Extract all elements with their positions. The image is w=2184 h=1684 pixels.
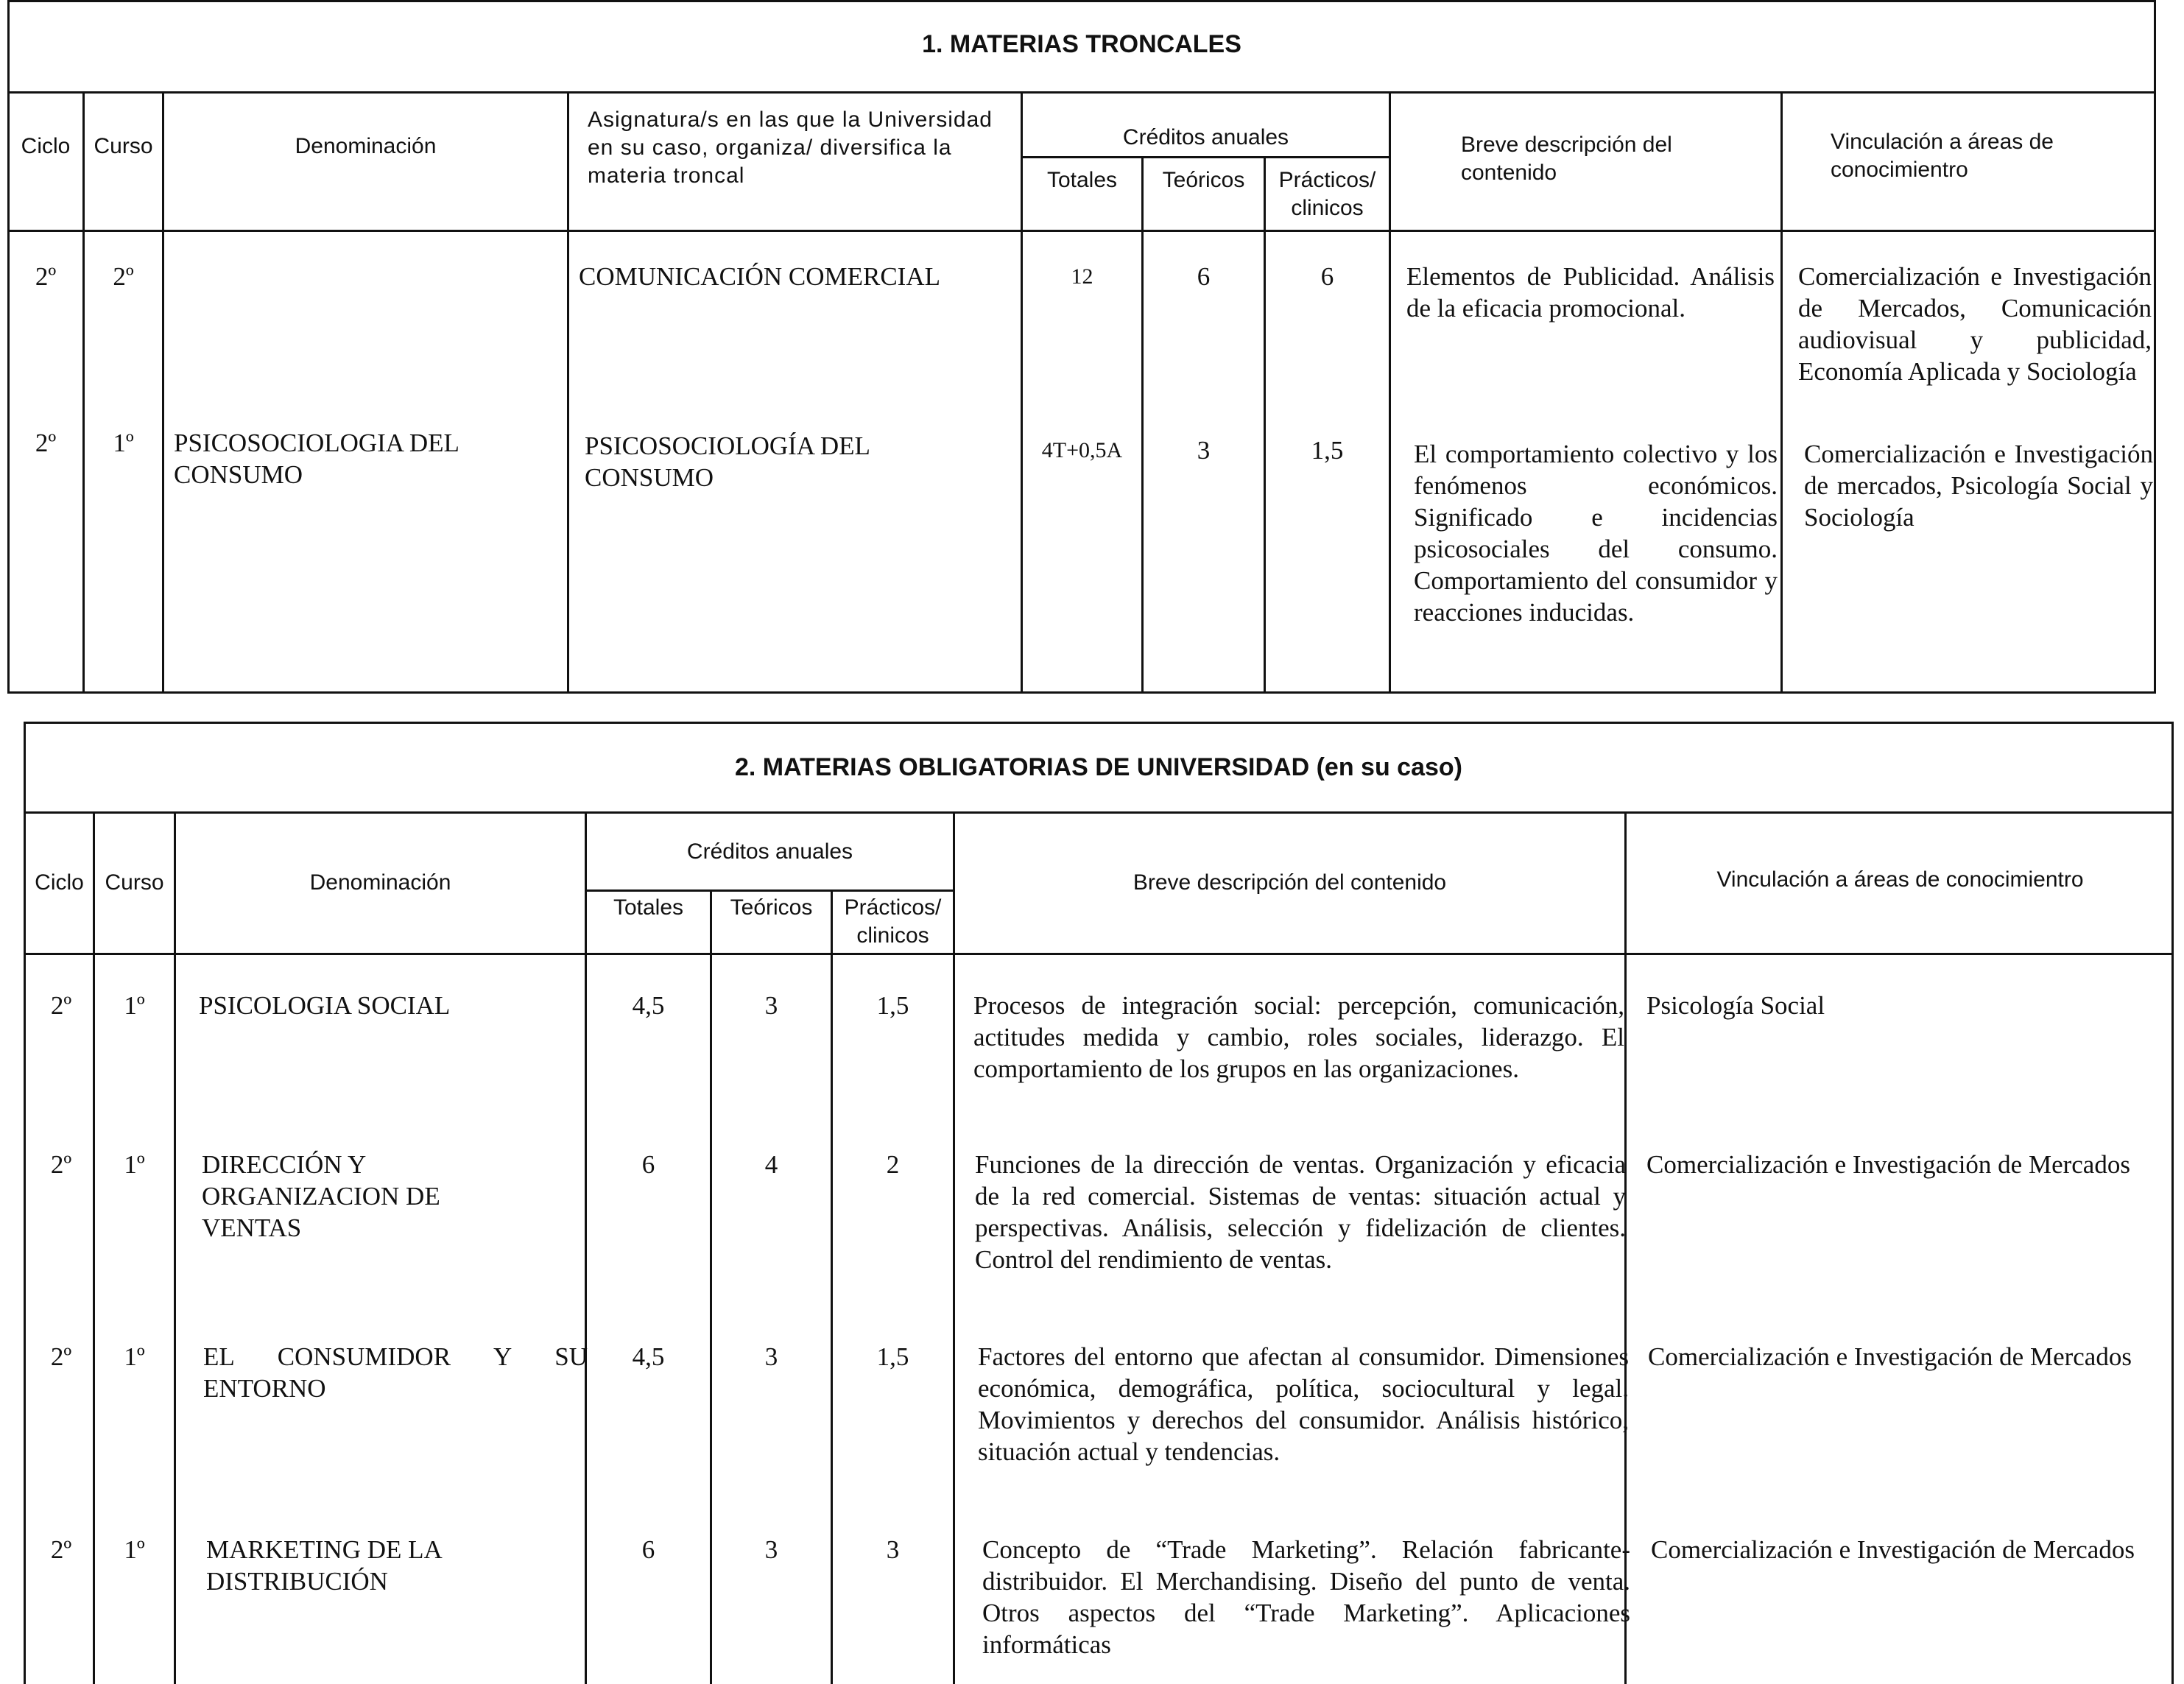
table-cell-totales: 6 xyxy=(641,1150,655,1179)
header-teoricos: Teóricos xyxy=(1162,168,1245,192)
table-cell-curso: 1º xyxy=(124,1150,145,1179)
section1-col-divider xyxy=(82,91,85,694)
section1-header-bottom-rule xyxy=(7,230,2156,232)
table-cell-practicos: 1,5 xyxy=(1311,436,1344,465)
table-cell-ciclo: 2º xyxy=(50,1150,72,1179)
header-practicos: Prácticos/ clinicos xyxy=(1278,168,1376,220)
table-cell-denominacion: PSICOSOCIOLOGIA DEL CONSUMO xyxy=(174,429,459,489)
table-cell-vinculacion: Comercialización e Investigación de Mercados xyxy=(1651,1535,2135,1564)
section2-header-top-rule xyxy=(24,811,2174,814)
header-totales: Totales xyxy=(1046,168,1118,192)
table-cell-ciclo: 2º xyxy=(50,1342,72,1371)
table-cell-practicos: 3 xyxy=(886,1535,900,1564)
header-vinculacion: Vinculación a áreas de conocimientro xyxy=(1831,130,2054,182)
section2-title: 2. MATERIAS OBLIGATORIAS DE UNIVERSIDAD (en su caso) xyxy=(734,753,1462,781)
section2-col-divider xyxy=(953,811,955,1684)
header-asignatura: Asignatura/s en las que la Universidad en su caso, organiza/ diversifica la materia troncal xyxy=(588,108,993,188)
table-cell-practicos: 2 xyxy=(886,1150,900,1179)
section2-col-divider xyxy=(174,811,176,1684)
table-cell-teoricos: 3 xyxy=(764,1535,778,1564)
table-cell-teoricos: 3 xyxy=(1197,436,1211,465)
table-cell-practicos: 6 xyxy=(1320,262,1334,291)
table-cell-descripcion: Concepto de “Trade Marketing”. Relación fabricante-distribuidor. El Merchandising. Diseño del punto de venta. Otros aspectos del “Trade Marketing”. Aplicaciones informáticas xyxy=(982,1535,1630,1659)
table-cell-teoricos: 6 xyxy=(1197,262,1211,291)
header-teoricos: Teóricos xyxy=(730,895,813,920)
section1-col-divider xyxy=(1264,156,1266,694)
table-cell-descripcion: Procesos de integración social: percepción, comunicación, actitudes medida y cambio, roles sociales, liderazgo. El comportamiento de los grupos en las organizaciones. xyxy=(973,991,1624,1083)
table-cell-curso: 2º xyxy=(113,262,134,291)
section2-header-bottom-rule xyxy=(24,953,2174,955)
section1-col-divider xyxy=(567,91,569,694)
table-cell-curso: 1º xyxy=(124,1342,145,1371)
table-cell-denominacion: EL CONSUMIDOR Y SU ENTORNO xyxy=(203,1342,588,1403)
table-cell-teoricos: 3 xyxy=(764,991,778,1020)
header-creditos-anuales: Créditos anuales xyxy=(686,839,853,864)
table-cell-practicos: 1,5 xyxy=(876,1342,909,1371)
table-cell-asignatura: PSICOSOCIOLOGÍA DEL CONSUMO xyxy=(585,431,870,492)
table-cell-ciclo: 2º xyxy=(35,429,57,457)
table-cell-ciclo: 2º xyxy=(50,1535,72,1564)
header-creditos-anuales: Créditos anuales xyxy=(1122,125,1289,149)
table-cell-totales: 12 xyxy=(1071,264,1093,289)
header-descripcion: Breve descripción del contenido xyxy=(1132,870,1447,895)
header-vinculacion: Vinculación a áreas de conocimientro xyxy=(1716,867,2084,892)
table-cell-curso: 1º xyxy=(113,429,134,457)
table-cell-vinculacion: Comercialización e Investigación de mercados, Psicología Social y Sociología xyxy=(1804,440,2153,532)
table-cell-denominacion: MARKETING DE LA DISTRIBUCIÓN xyxy=(206,1535,441,1596)
table-cell-denominacion: DIRECCIÓN Y ORGANIZACION DE VENTAS xyxy=(202,1150,440,1242)
table-cell-teoricos: 4 xyxy=(764,1150,778,1179)
header-descripcion: Breve descripción del contenido xyxy=(1461,133,1672,185)
table-cell-asignatura: COMUNICACIÓN COMERCIAL xyxy=(579,262,940,291)
table-cell-vinculacion: Comercialización e Investigación de Mercados, Comunicación audiovisual y publicidad, Economía Aplicada y Sociología xyxy=(1798,262,2152,386)
table-cell-totales: 6 xyxy=(641,1535,655,1564)
table-cell-teoricos: 3 xyxy=(764,1342,778,1371)
table-cell-vinculacion: Psicología Social xyxy=(1646,991,1825,1020)
header-ciclo: Ciclo xyxy=(35,870,84,895)
table-cell-vinculacion: Comercialización e Investigación de Mercados xyxy=(1648,1342,2132,1371)
table-cell-descripcion: Funciones de la dirección de ventas. Organización y eficacia de la red comercial. Sistemas de ventas: situación actual y perspectivas. Análisis, selección y fidelización de clientes. Control del rendimiento de ventas. xyxy=(975,1150,1626,1274)
table-cell-vinculacion: Comercialización e Investigación de Mercados xyxy=(1646,1150,2130,1179)
section1-header-top-rule xyxy=(7,91,2156,94)
header-curso: Curso xyxy=(94,134,153,158)
header-practicos: Prácticos/ clinicos xyxy=(844,895,942,948)
header-denominacion: Denominación xyxy=(309,870,451,895)
section1-col-divider xyxy=(1389,91,1391,694)
section1-col-divider xyxy=(1780,91,1783,694)
table-cell-curso: 1º xyxy=(124,991,145,1020)
table-cell-ciclo: 2º xyxy=(35,262,57,291)
table-cell-descripcion: El comportamiento colectivo y los fenómenos económicos. Significado e incidencias psicosociales del consumo. Comportamiento del consumidor y reacciones inducidas. xyxy=(1414,440,1778,627)
table-cell-denominacion: PSICOLOGIA SOCIAL xyxy=(199,991,451,1020)
table-cell-totales: 4,5 xyxy=(632,991,665,1020)
section1-col-divider xyxy=(1141,156,1144,694)
table-cell-totales: 4T+0,5A xyxy=(1041,438,1123,462)
section1-title: 1. MATERIAS TRONCALES xyxy=(922,30,1241,58)
table-cell-practicos: 1,5 xyxy=(876,991,909,1020)
section2-credits-rule xyxy=(585,889,953,892)
table-cell-descripcion: Elementos de Publicidad. Análisis de la eficacia promocional. xyxy=(1406,262,1775,323)
header-denominacion: Denominación xyxy=(295,134,437,158)
section1-credits-rule xyxy=(1021,156,1389,158)
section1-col-divider xyxy=(162,91,164,694)
header-totales: Totales xyxy=(613,895,684,920)
table-cell-totales: 4,5 xyxy=(632,1342,665,1371)
table-cell-ciclo: 2º xyxy=(50,991,72,1020)
header-ciclo: Ciclo xyxy=(21,134,71,158)
table-cell-curso: 1º xyxy=(124,1535,145,1564)
header-curso: Curso xyxy=(105,870,164,895)
table-cell-descripcion: Factores del entorno que afectan al consumidor. Dimensiones económica, demográfica, política, sociocultural y legal. Movimientos y derechos del consumidor. Análisis histórico, situación actual y tendencias. xyxy=(978,1342,1629,1466)
